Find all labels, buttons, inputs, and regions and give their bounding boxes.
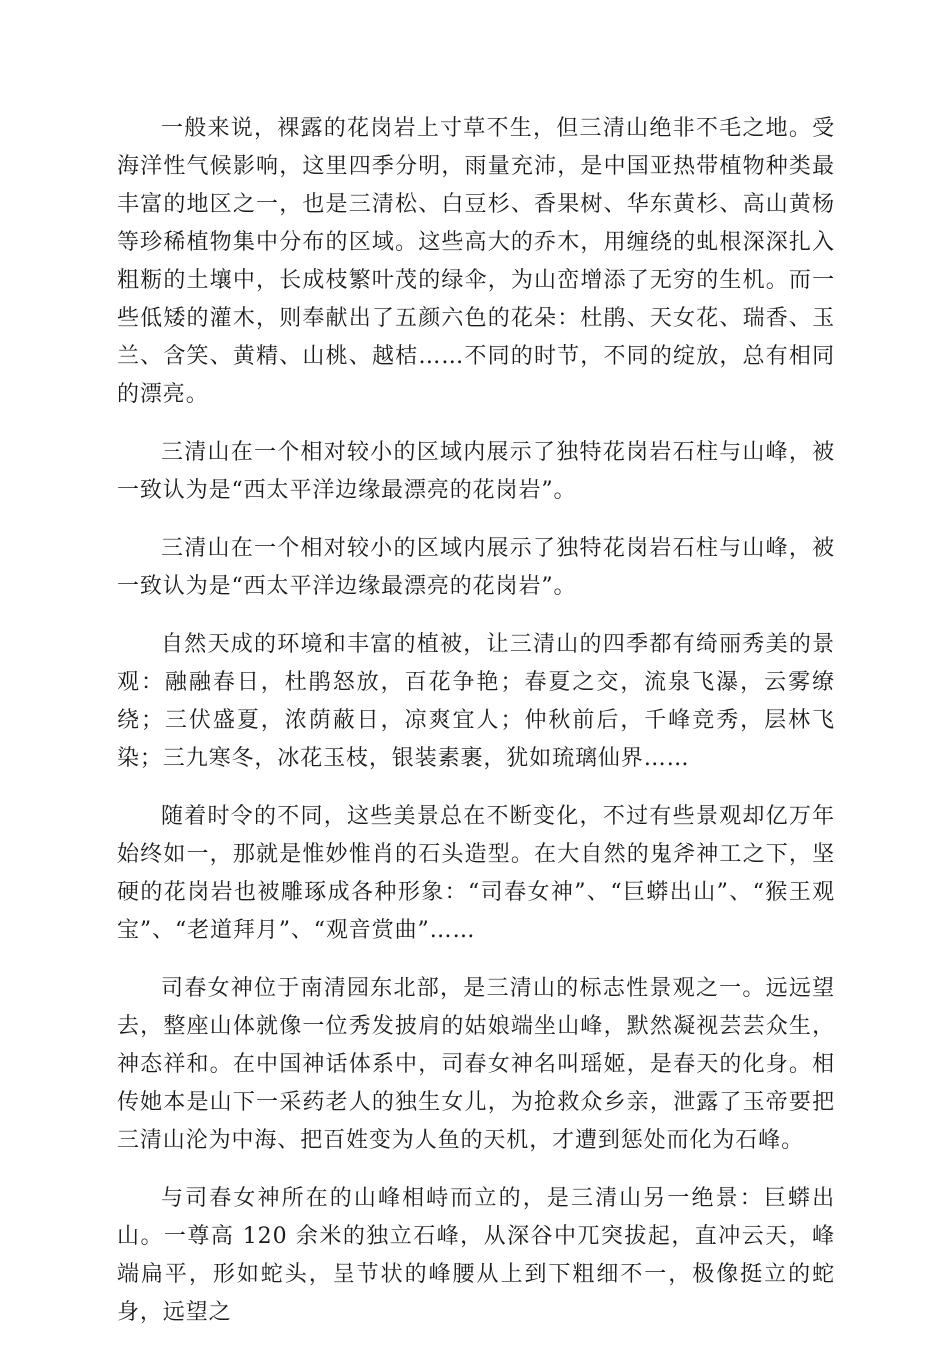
paragraph-plant-diversity: 一般来说，裸露的花岗岩上寸草不生，但三清山绝非不毛之地。受海洋性气候影响，这里四季分明，雨量充沛，是中国亚热带植物种类最丰富的地区之一，也是三清松、白豆杉、香果树、华东黄杉、高山黄杨等珍稀植物集中分布的区域。这些高大的乔木，用缠绕的虬根深深扎入粗粝的土壤中，长成枝繁叶茂的绿伞，为山峦增添了无穷的生机。而一些低矮的灌木，则奉献出了五颜六色的花朵：杜鹃、天女花、瑞香、玉兰、含笑、黄精、山桃、越桔……不同的时节，不同的绽放，总有相同的漂亮。 bbox=[117, 116, 835, 407]
document-body bbox=[117, 110, 835, 1352]
paragraph-python-peak: 与司春女神所在的山峰相峙而立的，是三清山另一绝景：巨蟒出山。一尊高 120 余米的独立石峰，从深谷中兀突拔起，直冲云天，峰端扁平，形如蛇头，呈节状的峰腰从上到下粗细不一，极像挺立的蛇身，远望之 bbox=[117, 1186, 835, 1325]
paragraph-four-seasons: 自然天成的环境和丰富的植被，让三清山的四季都有绮丽秀美的景观：融融春日，杜鹃怒放，百花争艳；春夏之交，流泉飞瀑，云雾缭绕；三伏盛夏，浓荫蔽日，凉爽宜人；仲秋前后，千峰竞秀，层林飞染；三九寒冬，冰花玉枝，银装素裹，犹如琉璃仙界…… bbox=[117, 632, 835, 771]
paragraph-rock-formations: 随着时令的不同，这些美景总在不断变化，不过有些景观却亿万年始终如一，那就是惟妙惟肖的石头造型。在大自然的鬼斧神工之下，坚硬的花岗岩也被雕琢成各种形象：“司春女神”、“巨蟒出山”、“猴王观宝”、“老道拜月”、“观音赏曲”…… bbox=[117, 804, 835, 943]
paragraph-granite-recognition-repeat: 三清山在一个相对较小的区域内展示了独特花岗岩石柱与山峰，被一致认为是“西太平洋边缘最漂亮的花岗岩”。 bbox=[117, 536, 835, 599]
paragraph-spring-goddess: 司春女神位于南清园东北部，是三清山的标志性景观之一。远远望去，整座山体就像一位秀发披肩的姑娘端坐山峰，默然凝视芸芸众生，神态祥和。在中国神话体系中，司春女神名叫瑶姬，是春天的化身。相传她本是山下一采药老人的独生女儿，为抢救众乡亲，泄露了玉帝要把三清山沦为中海、把百姓变为人鱼的天机，才遭到惩处而化为石峰。 bbox=[117, 976, 835, 1153]
paragraph-granite-recognition: 三清山在一个相对较小的区域内展示了独特花岗岩石柱与山峰，被一致认为是“西太平洋边缘最漂亮的花岗岩”。 bbox=[117, 440, 835, 503]
